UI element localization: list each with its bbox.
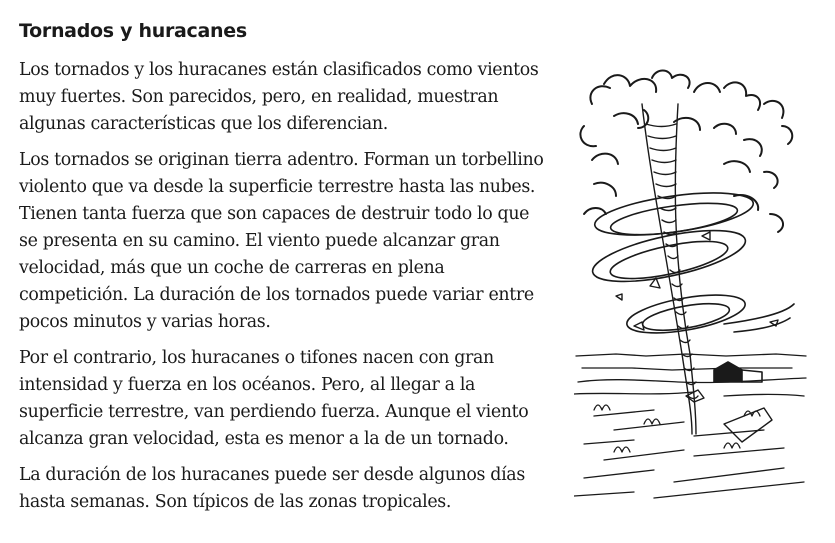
article-body (19, 57, 549, 525)
wind-swirl-icon (589, 185, 794, 340)
paragraph-duracion: La duración de los huracanes puede ser desde algunos días hasta semanas. Son típicos de las zonas tropicales. (19, 465, 525, 512)
flying-debris-icon (616, 232, 778, 442)
article-title: Tornados y huracanes (19, 20, 247, 42)
paragraph-tornados: Los tornados se originan tierra adentro. Forman un torbellino violento que va desde la superficie terrestre hasta las nubes. Tienen tanta fuerza que son capaces de destruir todo lo que se presenta en su camino. El viento puede alcanzar gran velocidad, más que un coche de carreras en plena competición. La duración de los tornados puede variar entre pocos minutos y varias horas. (19, 150, 544, 332)
tornado-illustration-icon (574, 64, 814, 509)
storm-cloud-icon (580, 71, 792, 233)
ground-icon (574, 354, 806, 498)
paragraph-intro: Los tornados y los huracanes están clasificados como vientos muy fuertes. Son parecidos, pero, en realidad, muestran algunas características que los diferencian. (19, 60, 539, 134)
house-icon (714, 362, 762, 382)
paragraph-huracanes: Por el contrario, los huracanes o tifones nacen con gran intensidad y fuerza en los océanos. Pero, al llegar a la superficie terrestre, van perdiendo fuerza. Aunque el viento alcanza gran velocidad, esta es menor a la de un tornado. (19, 348, 529, 449)
